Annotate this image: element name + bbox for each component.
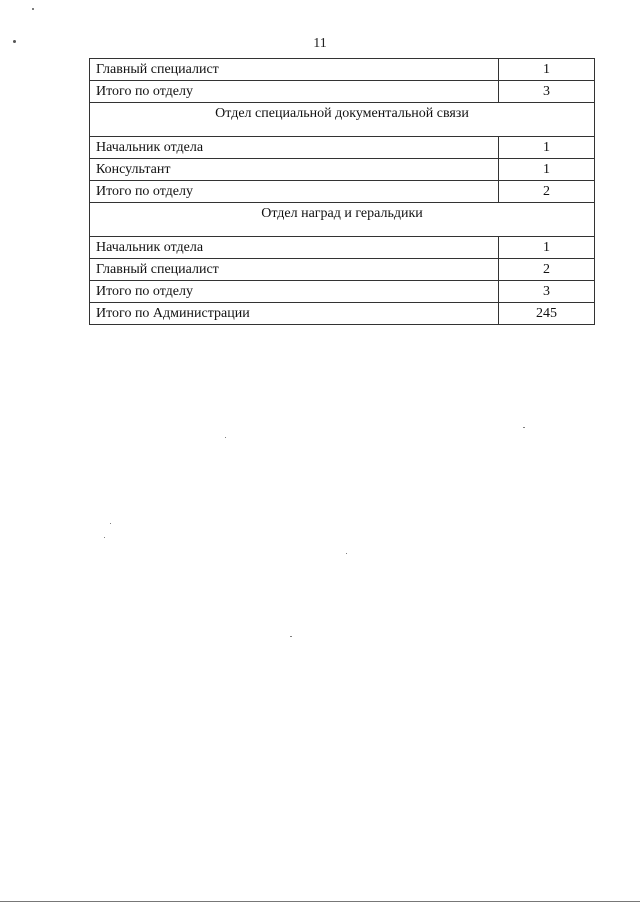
table-row <box>90 237 595 259</box>
position-cell: Итого по отделу <box>90 281 499 303</box>
scan-speck <box>290 636 292 637</box>
table-row <box>90 259 595 281</box>
table-row-grand-total <box>90 303 595 325</box>
scan-speck <box>110 523 111 524</box>
position-cell: Консультант <box>90 159 499 181</box>
scan-speck <box>13 40 16 43</box>
count-cell: 1 <box>499 159 595 181</box>
position-cell: Главный специалист <box>90 259 499 281</box>
department-title: Отдел специальной документальной связи <box>90 103 595 137</box>
position-cell: Итого по отделу <box>90 81 499 103</box>
count-cell: 245 <box>499 303 595 325</box>
table-row <box>90 137 595 159</box>
scan-speck <box>523 427 525 428</box>
scan-speck <box>32 8 34 10</box>
count-cell: 2 <box>499 181 595 203</box>
department-header-row <box>90 103 595 137</box>
department-header-row <box>90 203 595 237</box>
table-row-total <box>90 181 595 203</box>
count-cell: 1 <box>499 137 595 159</box>
position-cell: Главный специалист <box>90 59 499 81</box>
department-title: Отдел наград и геральдики <box>90 203 595 237</box>
table-row <box>90 59 595 81</box>
position-cell: Итого по отделу <box>90 181 499 203</box>
page-number: 11 <box>313 36 327 51</box>
table-row <box>90 159 595 181</box>
count-cell: 3 <box>499 281 595 303</box>
position-cell: Начальник отдела <box>90 237 499 259</box>
staffing-table <box>89 58 595 325</box>
scan-speck <box>225 437 226 438</box>
count-cell: 1 <box>499 237 595 259</box>
scan-edge-line <box>0 901 640 902</box>
count-cell: 1 <box>499 59 595 81</box>
count-cell: 3 <box>499 81 595 103</box>
position-cell: Начальник отдела <box>90 137 499 159</box>
table-row-total <box>90 281 595 303</box>
count-cell: 2 <box>499 259 595 281</box>
position-cell: Итого по Администрации <box>90 303 499 325</box>
table-row-total <box>90 81 595 103</box>
scan-speck <box>346 553 347 554</box>
scan-speck <box>104 537 105 538</box>
